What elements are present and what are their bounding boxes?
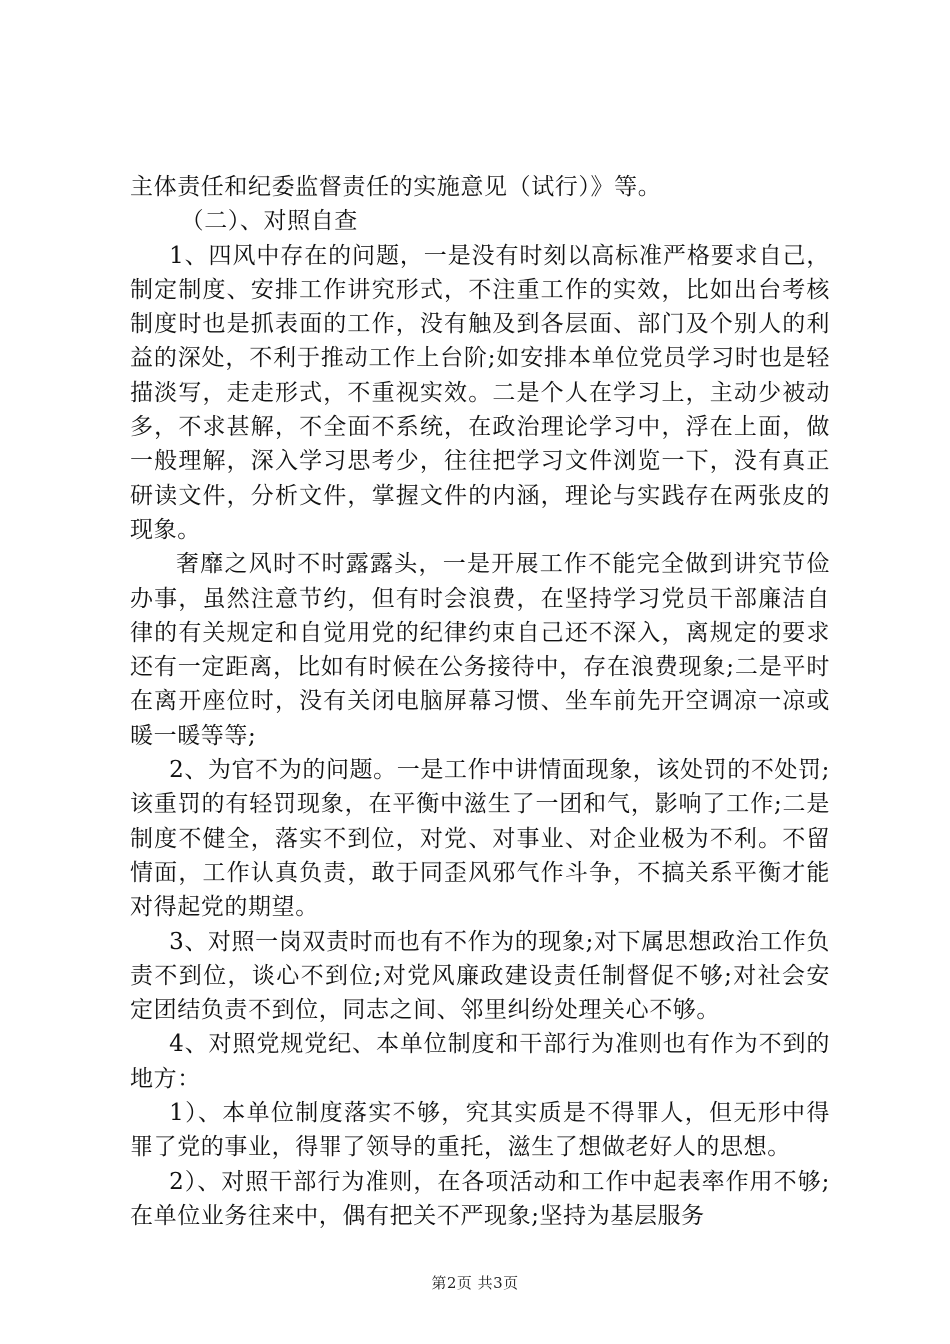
paragraph-dual-responsibility: 3、对照一岗双责时而也有不作为的现象;对下属思想政治工作负责不到位，谈心不到位;对党风廉政建设责任制督促不够;对社会安定团结负责不到位，同志之间、邻里纠纷处理关心不够。	[130, 928, 830, 1024]
paragraph-four-winds: 1、四风中存在的问题，一是没有时刻以高标准严格要求自己，制定制度、安排工作讲究形式，不注重工作的实效，比如出台考核制度时也是抓表面的工作，没有触及到各层面、部门及个别人的利益的深处，不利于推动工作上台阶;如安排本单位党员学习时也是轻描淡写，走走形式，不重视实效。二是个人在学习上，主动少被动多，不求甚解，不全面不系统，在政治理论学习中，浮在上面，做一般理解，深入学习思考少，往往把学习文件浏览一下，没有真正研读文件，分析文件，掌握文件的内涵，理论与实践存在两张皮的现象。	[130, 242, 830, 543]
paragraph-extravagance: 奢靡之风时不时露露头，一是开展工作不能完全做到讲究节俭办事，虽然注意节约，但有时会浪费，在坚持学习党员干部廉洁自律的有关规定和自觉用党的纪律约束自己还不深入，离规定的要求还有一定距离，比如有时候在公务接待中，存在浪费现象;二是平时在离开座位时，没有关闭电脑屏幕习惯、坐车前先开空调凉一凉或暖一暖等等;	[130, 551, 830, 749]
page-footer: 第2页 共3页	[431, 1274, 519, 1292]
document-body	[130, 170, 830, 1233]
paragraph-continuation: 主体责任和纪委监督责任的实施意见（试行）》等。	[130, 174, 662, 200]
paragraph-item-1: 1）、本单位制度落实不够，究其实质是不得罪人，但无形中得罪了党的事业，得罪了领导的重托，滋生了想做老好人的思想。	[130, 1100, 830, 1161]
paragraph-inaction: 2、为官不为的问题。一是工作中讲情面现象，该处罚的不处罚;该重罚的有轻罚现象，在平衡中滋生了一团和气，影响了工作;二是制度不健全，落实不到位，对党、对事业、对企业极为不利。不留情面，工作认真负责，敢于同歪风邪气作斗争，不搞关系平衡才能对得起党的期望。	[130, 757, 830, 921]
section-heading-self-check: （二）、对照自查	[180, 208, 358, 235]
paragraph-party-rules: 4、对照党规党纪、本单位制度和干部行为准则也有作为不到的地方：	[130, 1031, 830, 1092]
paragraph-item-2: 2）、对照干部行为准则，在各项活动和工作中起表率作用不够;在单位业务往来中，偶有把关不严现象;坚持为基层服务	[130, 1168, 830, 1229]
